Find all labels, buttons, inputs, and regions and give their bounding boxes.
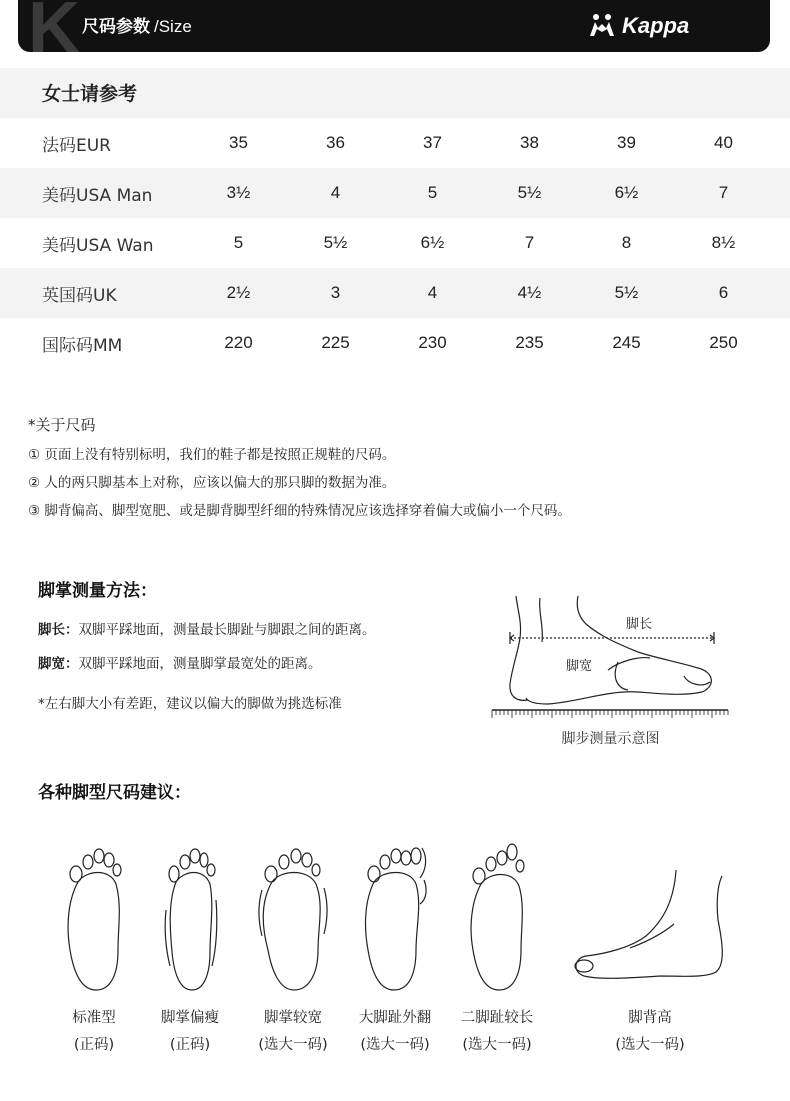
size-cell: 8½ [711,233,736,252]
size-row-label: 英国码UK [42,285,117,306]
foot-type-name: 脚掌较宽 [264,1010,322,1026]
size-table-row [0,268,790,318]
note-item: ② 人的两只脚基本上对称，应该以偏大的那只脚的数据为准。 [28,475,396,491]
bunion-foot-icon [360,840,430,992]
size-cell: 4½ [517,283,542,302]
size-cell: 38 [520,133,539,152]
narrow-foot-icon [158,840,222,992]
foot-type-name: 二脚趾较长 [460,1010,534,1026]
svg-text:K: K [28,0,80,58]
heel-outline-icon [510,596,528,700]
width-curve-icon [615,662,628,690]
foot-types-title: 各种脚型尺码建议： [38,783,191,803]
size-table [0,68,790,368]
size-row-label: 美码USA Man [42,185,153,206]
size-cell: 4 [330,183,341,202]
size-cell: 230 [418,333,447,352]
size-cell: 7 [718,183,729,202]
size-cell: 220 [224,333,253,352]
measure-note: *左右脚大小有差距，建议以偏大的脚做为挑选标准 [38,696,342,712]
page-title [82,12,192,37]
arch-line-icon [608,658,650,670]
diagram-caption: 脚步测量示意图 [561,731,660,747]
page-header [18,0,770,58]
ruler-ticks [492,710,728,718]
size-cell: 7 [524,233,535,252]
foot-type-wide [254,840,332,1054]
foot-type-advice: (正码) [73,1037,115,1053]
size-notes [28,414,768,529]
size-row-label: 美码USA Wan [42,235,154,256]
note-item: ① 页面上没有特别标明，我们的鞋子都是按照正规鞋的尺码。 [28,447,396,463]
size-cell: 8 [621,233,632,252]
measure-section-title: 脚掌测量方法： [38,581,157,601]
high-instep-icon [570,840,730,992]
size-cell: 5 [427,183,438,202]
diagram-length-label: 脚长 [626,617,653,632]
foot-width-label: 脚宽： [38,656,79,672]
size-cell: 5½ [323,233,348,252]
long-second-toe-icon [465,840,529,992]
standard-foot-icon [62,840,126,992]
omini-silhouette-icon [590,14,614,36]
size-cell: 37 [423,133,442,152]
foot-width-text: 双脚平踩地面，测量脚掌最宽处的距离。 [78,656,322,672]
size-cell: 225 [321,333,350,352]
size-row-label: 法码EUR [42,135,111,156]
size-cell: 4 [427,283,438,302]
foot-type-standard [58,840,130,1054]
foot-type-long-second-toe [454,840,540,1054]
size-cell: 250 [709,333,738,352]
size-cell: 3½ [226,183,251,202]
kappa-logo [582,10,742,40]
size-cell: 5½ [614,283,639,302]
size-cell: 5½ [517,183,542,202]
foot-type-narrow [154,840,226,1054]
size-cell: 6½ [420,233,445,252]
foot-measurement-diagram [488,592,733,724]
foot-length-instruction [38,620,468,654]
size-cell: 245 [612,333,641,352]
measure-instructions [38,620,468,712]
foot-type-advice: (选大一码) [462,1037,532,1053]
wide-foot-icon [258,840,328,992]
size-cell: 36 [326,133,345,152]
page-title-main: 尺码参数 [82,17,150,37]
foot-type-advice: (正码) [169,1037,211,1053]
foot-length-label: 脚长： [38,622,79,638]
size-cell: 35 [229,133,248,152]
foot-side-outline-icon [526,596,711,704]
size-row-label: 国际码MM [42,335,123,356]
size-cell: 6½ [614,183,639,202]
foot-type-advice: (选大一码) [615,1037,685,1053]
size-table-heading: 女士请参考 [0,68,790,118]
foot-type-bunion [352,840,438,1054]
ankle-line-icon [540,598,543,642]
svg-text:Kappa: Kappa [622,13,690,38]
size-cell: 39 [617,133,636,152]
foot-width-instruction [38,654,468,688]
diagram-width-label: 脚宽 [566,659,593,674]
size-cell: 2½ [226,283,251,302]
foot-type-high-instep [570,840,730,1054]
size-cell: 235 [515,333,544,352]
size-table-row [0,318,790,368]
foot-type-name: 脚背高 [628,1010,672,1026]
page-title-sub: /Size [154,17,192,36]
foot-length-text: 双脚平踩地面，测量最长脚趾与脚跟之间的距离。 [78,622,376,638]
size-cell: 3 [330,283,341,302]
notes-title: *关于尺码 [28,416,96,434]
big-toe-icon [684,676,710,685]
foot-type-advice: (选大一码) [258,1037,328,1053]
foot-type-advice: (选大一码) [360,1037,430,1053]
foot-type-name: 大脚趾外翻 [358,1010,432,1026]
size-cell: 5 [233,233,244,252]
size-table-row [0,118,790,168]
size-cell: 40 [714,133,733,152]
foot-type-name: 标准型 [72,1010,116,1026]
foot-type-list [0,840,790,1080]
size-cell: 6 [718,283,729,302]
size-table-row [0,218,790,268]
size-table-row [0,168,790,218]
note-item: ③ 脚背偏高、脚型宽肥、或是脚背脚型纤细的特殊情况应该选择穿着偏大或偏小一个尺码。 [28,503,571,519]
foot-type-name: 脚掌偏瘦 [161,1010,219,1026]
